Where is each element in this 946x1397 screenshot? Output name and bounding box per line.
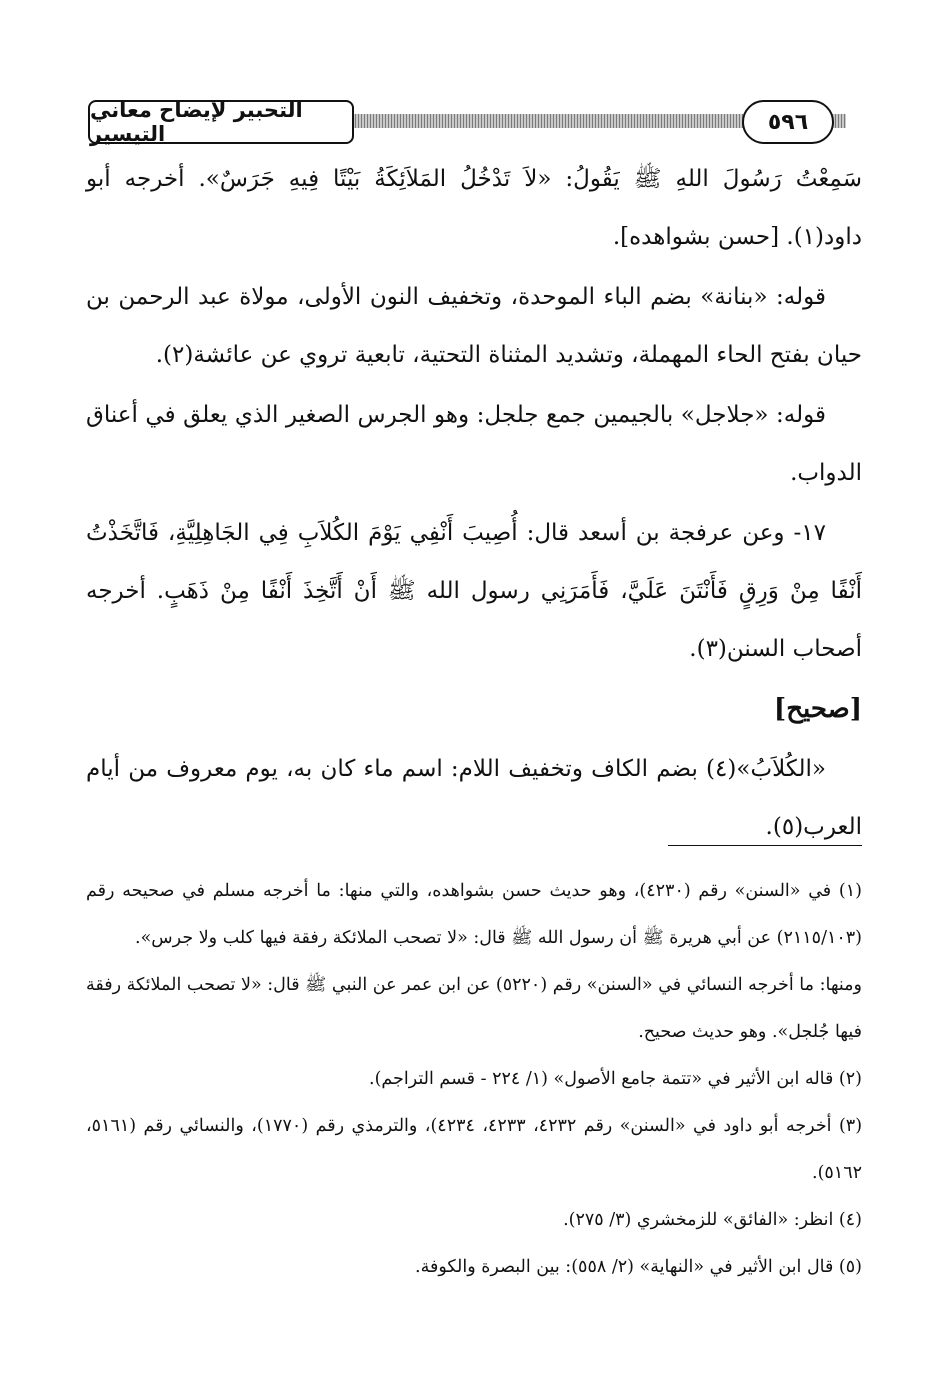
- footnote-5: (٥) قال ابن الأثير في «النهاية» (٢/ ٥٥٨): بين البصرة والكوفة.: [415, 1257, 862, 1277]
- footnote-2: (٢) قاله ابن الأثير في «تتمة جامع الأصول» (١/ ٢٢٤ - قسم التراجم).: [369, 1069, 862, 1089]
- paragraph-hadith-bell: سَمِعْتُ رَسُولَ اللهِ ﷺ يَقُولُ: «لاَ تَدْخُلُ المَلاَئِكَةُ بَيْتًا فِيهِ جَرَسٌ». أخرجه أبو داود(١). [حسن بشواهده].: [86, 166, 862, 250]
- paragraph-hadith-17: ١٧- وعن عرفجة بن أسعد قال: أُصِيبَ أَنْفِي يَوْمَ الكُلاَبِ فِي الجَاهِلِيَّةِ، فَاتَّخَذْتُ أَنْفًا مِنْ وَرِقٍ فَأَنْتَنَ عَلَيَّ، فَأَمَرَنِي رسول الله ﷺ أَنْ أَتَّخِذَ أَنْفًا مِنْ ذَهَبٍ. أخرجه أصحاب السنن(٣).: [86, 520, 862, 662]
- page-number: ٥٩٦: [742, 100, 834, 144]
- page-header: [88, 100, 846, 144]
- footnote-1: (١) في «السنن» رقم (٤٢٣٠)، وهو حديث حسن بشواهده، والتي منها: ما أخرجه مسلم في صحيحه رقم (٢١١٥/١٠٣) عن أبي هريرة ﷺ أن رسول الله ﷺ قال: «لا تصحب الملائكة رفقة فيها كلب ولا جرس».: [86, 881, 862, 948]
- book-title: التحبير لإيضاح معاني التيسير: [88, 100, 354, 144]
- footnotes: [86, 868, 862, 1291]
- footnote-4: (٤) انظر: «الفائق» للزمخشري (٣/ ٢٧٥).: [563, 1210, 862, 1230]
- footnote-1-continued: ومنها: ما أخرجه النسائي في «السنن» رقم (٥٢٢٠) عن ابن عمر عن النبي ﷺ قال: «لا تصحب الملائكة رفقة فيها جُلجل». وهو حديث صحيح.: [86, 975, 862, 1042]
- footnote-separator: [668, 845, 862, 846]
- paragraph-bunana: قوله: «بنانة» بضم الباء الموحدة، وتخفيف النون الأولى، مولاة عبد الرحمن بن حيان بفتح الحاء المهملة، وتشديد المثناة التحتية، تابعية تروي عن عائشة(٢).: [86, 284, 862, 368]
- main-text: [86, 150, 862, 858]
- footnote-3: (٣) أخرجه أبو داود في «السنن» رقم ٤٢٣٢، ٤٢٣٣، ٤٢٣٤)، والترمذي رقم (١٧٧٠)، والنسائي رقم (٥١٦١، ٥١٦٢).: [86, 1116, 863, 1183]
- paragraph-jalajil: قوله: «جلاجل» بالجيمين جمع جلجل: وهو الجرس الصغير الذي يعلق في أعناق الدواب.: [86, 402, 862, 486]
- paragraph-kulab: «الكُلاَبُ»(٤) بضم الكاف وتخفيف اللام: اسم ماء كان به، يوم معروف من أيام العرب(٥).: [86, 756, 862, 840]
- grade-label: [صحيح]: [773, 694, 862, 724]
